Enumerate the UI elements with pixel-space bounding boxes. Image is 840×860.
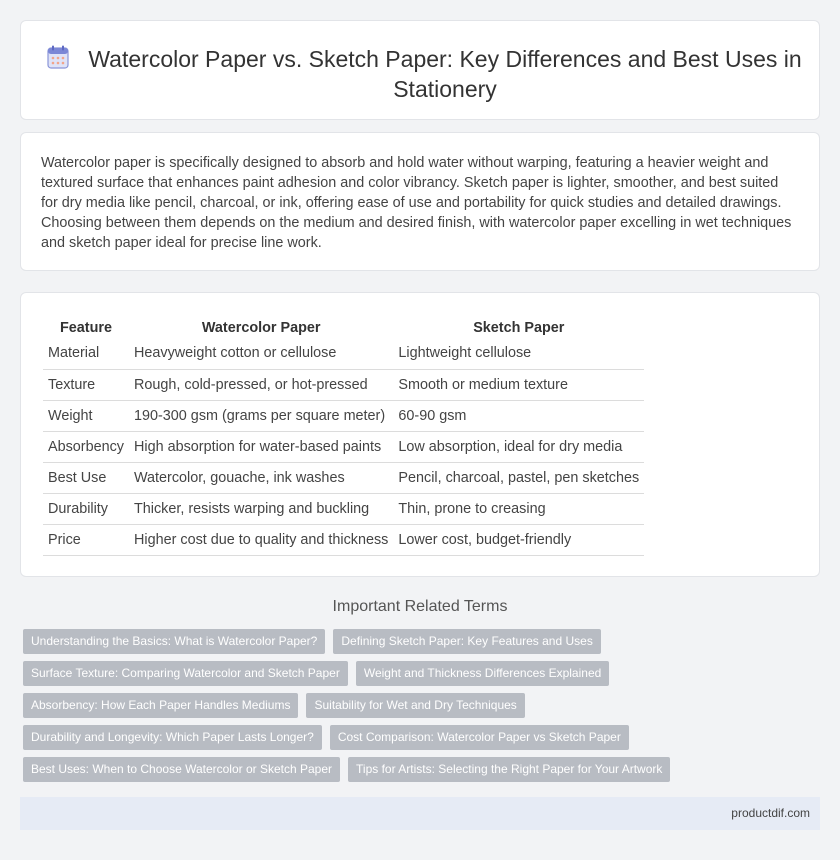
feature-cell: Absorbency xyxy=(43,431,129,462)
related-tag[interactable]: Suitability for Wet and Dry Techniques xyxy=(306,693,524,718)
feature-cell: Durability xyxy=(43,493,129,524)
intro-text: Watercolor paper is specifically designed to absorb and hold water without warping, featuring a heavier weight and textured surface that enhances paint adhesion and color vibrancy. Sketch paper is lighter, smoother, and best suited for dry media like pencil, charcoal, or ink, offering ease of use and portability for quick studies and detailed drawings. Choosing between them depends on the medium and desired finish, with watercolor paper excelling in wet techniques and sketch paper ideal for precise line work. xyxy=(41,155,792,251)
related-tag[interactable]: Absorbency: How Each Paper Handles Mediums xyxy=(23,693,298,718)
tag-row xyxy=(23,629,601,654)
related-tag[interactable]: Defining Sketch Paper: Key Features and Uses xyxy=(333,629,600,654)
sketch-cell: Lower cost, budget-friendly xyxy=(393,524,644,555)
table-row xyxy=(43,462,644,493)
tag-row xyxy=(23,725,629,750)
watercolor-cell: Thicker, resists warping and buckling xyxy=(129,493,393,524)
table-row xyxy=(43,431,644,462)
watercolor-cell: Watercolor, gouache, ink washes xyxy=(129,462,393,493)
related-tag[interactable]: Cost Comparison: Watercolor Paper vs Sketch Paper xyxy=(330,725,629,750)
header-feature: Feature xyxy=(60,319,112,336)
calendar-icon xyxy=(47,45,69,69)
related-tag[interactable]: Surface Texture: Comparing Watercolor and Sketch Paper xyxy=(23,661,348,686)
watercolor-cell: Rough, cold-pressed, or hot-pressed xyxy=(129,369,393,400)
table-header-row xyxy=(43,313,644,338)
feature-cell: Weight xyxy=(43,400,129,431)
feature-cell: Material xyxy=(43,338,129,369)
watercolor-cell: Higher cost due to quality and thickness xyxy=(129,524,393,555)
table-row xyxy=(43,369,644,400)
comparison-card xyxy=(20,292,820,577)
related-tag[interactable]: Durability and Longevity: Which Paper Lasts Longer? xyxy=(23,725,322,750)
sketch-cell: Pencil, charcoal, pastel, pen sketches xyxy=(393,462,644,493)
tag-row xyxy=(23,661,609,686)
sketch-cell: Lightweight cellulose xyxy=(393,338,644,369)
intro-card xyxy=(20,132,820,271)
table-row xyxy=(43,493,644,524)
table-row xyxy=(43,400,644,431)
footer xyxy=(20,797,820,830)
tag-row xyxy=(23,757,670,782)
sketch-cell: Thin, prone to creasing xyxy=(393,493,644,524)
related-tag[interactable]: Weight and Thickness Differences Explained xyxy=(356,661,609,686)
feature-cell: Price xyxy=(43,524,129,555)
watercolor-cell: 190-300 gsm (grams per square meter) xyxy=(129,400,393,431)
comparison-table xyxy=(43,313,644,556)
tag-row xyxy=(23,693,525,718)
sketch-cell: 60-90 gsm xyxy=(393,400,644,431)
table-row xyxy=(43,338,644,369)
related-tag[interactable]: Tips for Artists: Selecting the Right Paper for Your Artwork xyxy=(348,757,670,782)
feature-cell: Texture xyxy=(43,369,129,400)
related-tag[interactable]: Best Uses: When to Choose Watercolor or Sketch Paper xyxy=(23,757,340,782)
feature-cell: Best Use xyxy=(43,462,129,493)
footer-site[interactable]: productdif.com xyxy=(731,806,810,820)
page-title: Watercolor Paper vs. Sketch Paper: Key Differences and Best Uses in Stationery xyxy=(88,46,802,102)
watercolor-cell: Heavyweight cotton or cellulose xyxy=(129,338,393,369)
related-tag[interactable]: Understanding the Basics: What is Watercolor Paper? xyxy=(23,629,325,654)
header-watercolor: Watercolor Paper xyxy=(201,319,321,336)
sketch-cell: Low absorption, ideal for dry media xyxy=(393,431,644,462)
sketch-cell: Smooth or medium texture xyxy=(393,369,644,400)
table-row xyxy=(43,524,644,555)
header-card xyxy=(20,20,820,120)
header-sketch: Sketch Paper xyxy=(473,319,565,336)
watercolor-cell: High absorption for water-based paints xyxy=(129,431,393,462)
related-terms-title: Important Related Terms xyxy=(332,598,508,615)
